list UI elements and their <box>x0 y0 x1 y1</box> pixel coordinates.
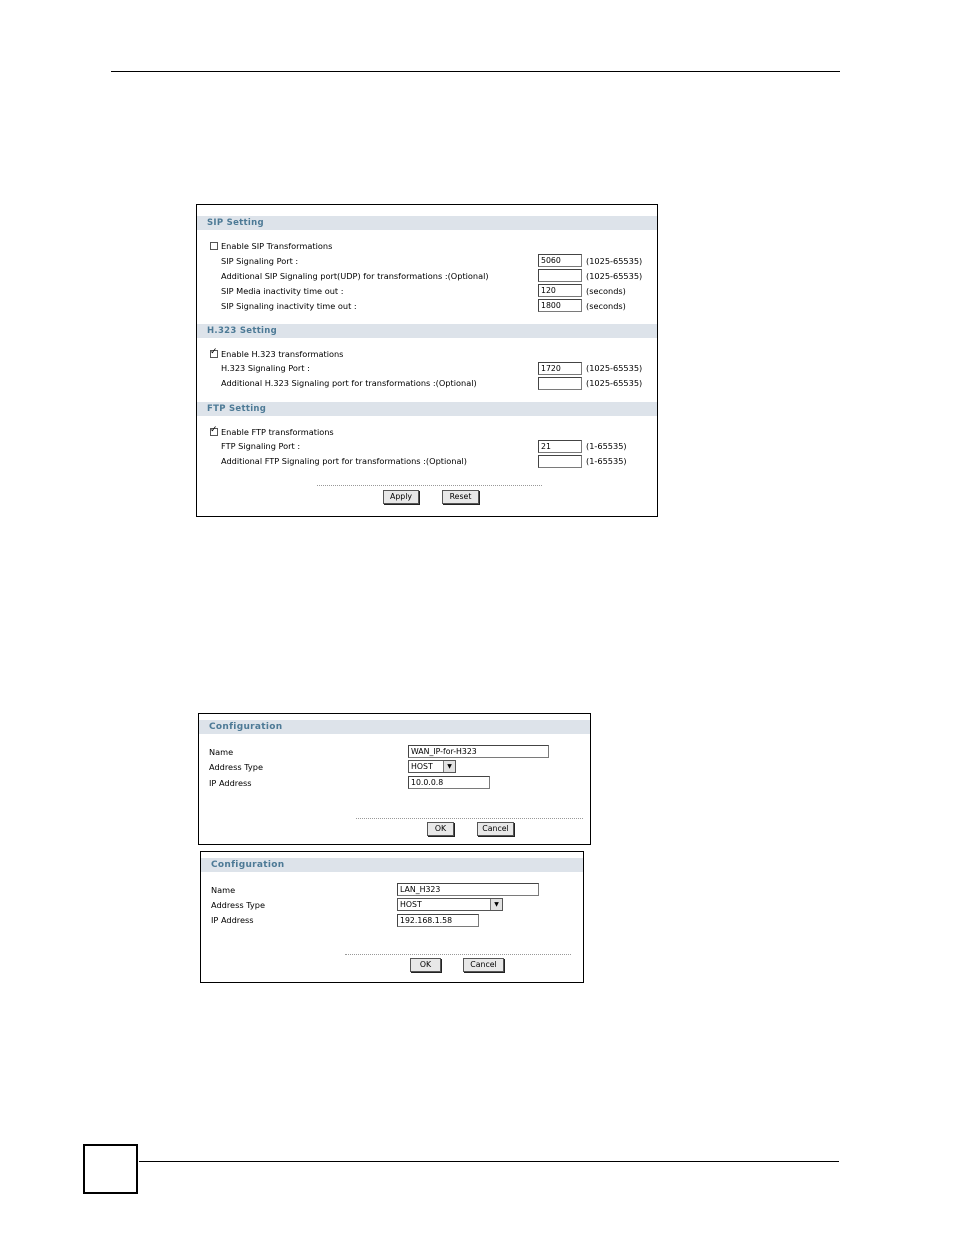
ftp-additional-port-label: Additional FTP Signaling port for transformations :(Optional) <box>221 456 467 466</box>
ftp-additional-port-input[interactable] <box>538 455 582 468</box>
lan-name-input[interactable]: LAN_H323 <box>397 883 539 896</box>
lan-cancel-button[interactable]: Cancel <box>463 958 504 972</box>
sip-media-timeout-label: SIP Media inactivity time out : <box>221 286 344 296</box>
sip-media-timeout-input[interactable]: 120 <box>538 284 582 297</box>
wan-address-type-select[interactable] <box>408 760 456 773</box>
chevron-down-icon[interactable]: ▼ <box>443 761 455 772</box>
footer-rule <box>139 1161 839 1162</box>
h323-signaling-port-input[interactable]: 1720 <box>538 362 582 375</box>
chevron-down-icon[interactable]: ▼ <box>490 899 502 910</box>
page-number-box <box>83 1144 138 1194</box>
ftp-setting-header: FTP Setting <box>197 402 657 416</box>
lan-ip-address-label: IP Address <box>211 915 254 925</box>
enable-ftp-label: Enable FTP transformations <box>221 427 334 437</box>
enable-h323-checkbox[interactable] <box>210 350 218 358</box>
header-rule <box>111 71 840 72</box>
ftp-signaling-port-range: (1-65535) <box>586 441 627 451</box>
ftp-additional-port-range: (1-65535) <box>586 456 627 466</box>
lan-ok-button[interactable]: OK <box>410 958 441 972</box>
reset-button[interactable]: Reset <box>442 490 479 504</box>
lan-address-type-label: Address Type <box>211 900 266 910</box>
wan-ip-address-input[interactable]: 10.0.0.8 <box>408 776 490 789</box>
lan-ip-address-input[interactable]: 192.168.1.58 <box>397 914 479 927</box>
ftp-signaling-port-input[interactable]: 21 <box>538 440 582 453</box>
wan-address-type-label: Address Type <box>209 762 264 772</box>
h323-additional-port-label: Additional H.323 Signaling port for transformations :(Optional) <box>221 378 477 388</box>
wan-name-input[interactable]: WAN_IP-for-H323 <box>408 745 549 758</box>
sip-media-timeout-unit: (seconds) <box>586 286 626 296</box>
wan-ip-address-label: IP Address <box>209 778 252 788</box>
sip-additional-port-input[interactable] <box>538 269 582 282</box>
sip-signaling-port-input[interactable]: 5060 <box>538 254 582 267</box>
sip-setting-header: SIP Setting <box>197 216 657 230</box>
sip-signaling-port-range: (1025-65535) <box>586 256 643 266</box>
h323-additional-port-input[interactable] <box>538 377 582 390</box>
sip-signaling-timeout-label: SIP Signaling inactivity time out : <box>221 301 357 311</box>
h323-additional-port-range: (1025-65535) <box>586 378 643 388</box>
enable-ftp-checkbox[interactable] <box>210 428 218 436</box>
ftp-signaling-port-label: FTP Signaling Port : <box>221 441 301 451</box>
wan-address-type-value: HOST <box>411 762 433 771</box>
button-separator <box>317 485 542 486</box>
lan-configuration-panel <box>200 851 584 983</box>
wan-button-separator <box>356 818 583 819</box>
lan-configuration-header: Configuration <box>201 858 583 872</box>
enable-sip-checkbox[interactable] <box>210 242 218 250</box>
wan-configuration-panel <box>198 713 591 845</box>
sip-additional-port-range: (1025-65535) <box>586 271 643 281</box>
sip-signaling-timeout-unit: (seconds) <box>586 301 626 311</box>
lan-address-type-value: HOST <box>400 900 422 909</box>
h323-signaling-port-label: H.323 Signaling Port : <box>221 363 310 373</box>
alg-settings-panel <box>196 204 658 517</box>
sip-signaling-port-label: SIP Signaling Port : <box>221 256 299 266</box>
wan-configuration-header: Configuration <box>199 720 590 734</box>
wan-name-label: Name <box>209 747 234 757</box>
enable-h323-label: Enable H.323 transformations <box>221 349 344 359</box>
wan-cancel-button[interactable]: Cancel <box>477 822 514 836</box>
apply-button[interactable]: Apply <box>383 490 419 504</box>
wan-ok-button[interactable]: OK <box>427 822 454 836</box>
lan-address-type-select[interactable] <box>397 898 503 911</box>
sip-additional-port-label: Additional SIP Signaling port(UDP) for transformations :(Optional) <box>221 271 489 281</box>
enable-sip-label: Enable SIP Transformations <box>221 241 333 251</box>
h323-signaling-port-range: (1025-65535) <box>586 363 643 373</box>
lan-name-label: Name <box>211 885 236 895</box>
sip-signaling-timeout-input[interactable]: 1800 <box>538 299 582 312</box>
lan-button-separator <box>345 954 571 955</box>
h323-setting-header: H.323 Setting <box>197 324 657 338</box>
